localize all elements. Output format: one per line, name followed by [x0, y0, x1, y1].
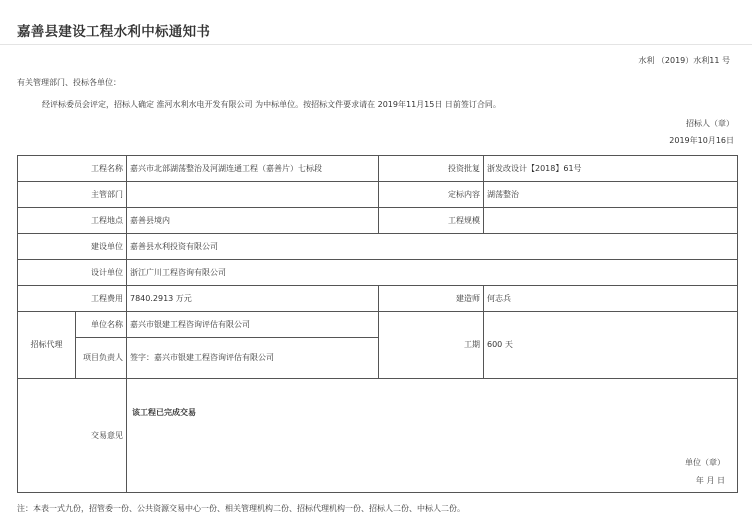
- approval-label: 投资批复: [379, 156, 484, 182]
- scope-label: 定标内容: [379, 182, 484, 208]
- location-value: 嘉善县境内: [127, 208, 379, 234]
- builder-value: 嘉善县水利投资有限公司: [127, 234, 738, 260]
- opinion-unit: 单位（章）: [685, 458, 725, 467]
- duration-value: 600 天: [484, 312, 738, 379]
- authority-value: [127, 182, 379, 208]
- table-row: [18, 379, 738, 493]
- table-row: [18, 208, 738, 234]
- designer-label: 设计单位: [18, 260, 127, 286]
- table-row: [18, 234, 738, 260]
- recipient-line: 有关管理部门、投标各单位：: [17, 78, 121, 87]
- page-title: 嘉善县建设工程水利中标通知书: [17, 24, 211, 40]
- project-name-label: 工程名称: [18, 156, 127, 182]
- document-number: 水利 （2019）水利11 号: [638, 56, 730, 65]
- table-row: [18, 182, 738, 208]
- table-row: [18, 312, 738, 338]
- location-label: 工程地点: [18, 208, 127, 234]
- notice-body: 经评标委员会评定，招标人确定 淮河水利水电开发有限公司 为中标单位。按招标文件要求请在 2019年11月15日 日前签订合同。: [42, 100, 501, 109]
- footer-note: 注：本表一式九份，招管委一份、公共资源交易中心一份、相关管理机构二份、招标代理机构一份、招标人二份、中标人二份。: [17, 504, 465, 513]
- cost-label: 工程费用: [18, 286, 127, 312]
- approval-value: 浙发改设计【2018】61号: [484, 156, 738, 182]
- designer-value: 浙江广川工程咨询有限公司: [127, 260, 738, 286]
- title-divider: [0, 44, 752, 45]
- opinion-date: 年 月 日: [695, 476, 725, 485]
- opinion-label: 交易意见: [18, 379, 127, 493]
- agent-lead-value: 签字：嘉兴市银建工程咨询评估有限公司: [127, 338, 379, 379]
- architect-label: 建造师: [379, 286, 484, 312]
- award-table: [17, 155, 738, 493]
- table-row: [18, 260, 738, 286]
- scale-value: [484, 208, 738, 234]
- authority-label: 主管部门: [18, 182, 127, 208]
- notice-date: 2019年10月16日: [669, 136, 734, 145]
- agent-lead-label: 项目负责人: [76, 338, 127, 379]
- agent-label: 招标代理: [18, 312, 76, 379]
- agent-unit-label: 单位名称: [76, 312, 127, 338]
- project-name-value: 嘉兴市北部湖荡整治及河湖连通工程（嘉善片）七标段: [127, 156, 379, 182]
- opinion-text: 该工程已完成交易: [132, 408, 196, 417]
- cost-value: 7840.2913 万元: [127, 286, 379, 312]
- agent-unit-value: 嘉兴市银建工程咨询评估有限公司: [127, 312, 379, 338]
- duration-label: 工期: [379, 312, 484, 379]
- scope-value: 湖荡整治: [484, 182, 738, 208]
- table-row: [18, 156, 738, 182]
- opinion-cell: [127, 379, 738, 493]
- builder-label: 建设单位: [18, 234, 127, 260]
- signer-line: 招标人（章）: [686, 119, 734, 128]
- architect-value: 何志兵: [484, 286, 738, 312]
- table-row: [18, 286, 738, 312]
- scale-label: 工程规模: [379, 208, 484, 234]
